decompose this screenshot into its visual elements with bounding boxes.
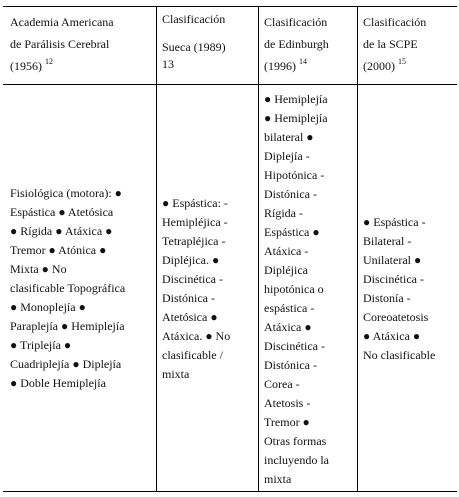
cell-line: ● Monoplejía ● — [10, 300, 86, 314]
header-line: Clasificación — [264, 15, 328, 29]
cell-line: Atetosis - — [264, 396, 311, 410]
cell-line: espástica - — [264, 301, 315, 315]
cell-line: Hemipléjica - — [162, 215, 228, 229]
header-line: Clasificación — [162, 12, 226, 26]
cell-line: ● Hemiplejía — [264, 111, 328, 125]
cell-line: Tremor ● — [264, 415, 310, 429]
column-divider-1 — [156, 6, 157, 492]
cell-line: Bilateral - — [363, 234, 412, 248]
cell-line: mixta — [264, 472, 292, 486]
header-year: (1996) — [264, 59, 299, 73]
cell-line: Distónica - — [162, 291, 215, 305]
classification-table — [3, 6, 457, 492]
header-line: de Edinburgh — [264, 37, 329, 51]
cell-line: Paraplejía ● Hemiplejía — [10, 319, 125, 333]
cell-line: Coreoatetosis — [363, 310, 429, 324]
cell-line: Discinética - — [264, 339, 325, 353]
header-line — [264, 55, 329, 77]
reference-number: 13 — [162, 57, 174, 71]
column-divider-2 — [258, 6, 259, 492]
cell-line: Espástica ● — [264, 225, 320, 239]
reference-number: 12 — [45, 57, 53, 66]
header-cell-scpe — [363, 11, 426, 77]
header-line: de la SCPE — [363, 37, 418, 51]
cell-line: clasificable / — [162, 348, 223, 362]
cell-line: ● Hemiplejía — [264, 92, 328, 106]
cell-line: Rígida - — [264, 206, 303, 220]
header-cell-aacp — [10, 11, 114, 77]
cell-line: Tremor ● Atónica ● — [10, 243, 107, 257]
body-cell-swedish — [162, 194, 230, 384]
cell-line: mixta — [162, 367, 190, 381]
cell-line: incluyendo la — [264, 453, 329, 467]
cell-line: Atáxica ● — [264, 320, 312, 334]
cell-line: ● Doble Hemiplejía — [10, 376, 106, 390]
reference-number: 15 — [398, 57, 406, 66]
cell-line: ● Atáxica ● — [363, 329, 421, 343]
cell-line: Tetrapléjica - — [162, 234, 226, 248]
cell-line: Distónica - — [264, 187, 317, 201]
header-line: Academia Americana — [10, 15, 114, 29]
cell-line: Discinética - — [162, 272, 223, 286]
cell-line: No clasificable — [363, 348, 436, 362]
column-divider-3 — [357, 6, 358, 492]
cell-line: Atáxica. ● No — [162, 329, 231, 343]
header-line: Clasificación — [363, 15, 427, 29]
cell-line: bilateral ● — [264, 130, 314, 144]
cell-line: ● Triplejía ● — [10, 338, 72, 352]
cell-line: clasificable Topográfica — [10, 281, 126, 295]
cell-line: Distónica - — [264, 358, 317, 372]
cell-line: Distonía - — [363, 291, 411, 305]
cell-line: Discinética - — [363, 272, 424, 286]
header-line: de Parálisis Cerebral — [10, 37, 110, 51]
cell-line: Cuadriplejía ● Diplejía — [10, 357, 122, 371]
cell-line: Atáxica - — [264, 244, 309, 258]
header-cell-edinburgh — [264, 11, 329, 77]
header-line — [363, 55, 426, 77]
header-line — [162, 58, 226, 70]
body-cell-aacp — [10, 184, 125, 393]
cell-line: Dipléjica. ● — [162, 253, 220, 267]
cell-line: Espástica ● Atetósica — [10, 205, 114, 219]
cell-line: Dipléjica — [264, 263, 308, 277]
cell-line: Otras formas — [264, 434, 327, 448]
header-year: (2000) — [363, 59, 398, 73]
cell-line: Atetósica ● — [162, 310, 218, 324]
table-bottom-rule — [3, 491, 457, 492]
cell-line: Hipotónica - — [264, 168, 325, 182]
header-line — [10, 55, 114, 77]
cell-line: ● Espástica: - — [162, 196, 228, 210]
header-bottom-rule — [3, 84, 457, 85]
header-line: Sueca (1989) — [162, 40, 226, 54]
reference-number: 14 — [299, 57, 307, 66]
cell-line: ● Espástica - — [363, 215, 426, 229]
header-cell-swedish — [162, 8, 226, 70]
body-cell-scpe — [363, 213, 435, 365]
table-top-rule — [3, 6, 457, 7]
body-cell-edinburgh — [264, 90, 329, 489]
cell-line: ● Rígida ● Atáxica ● — [10, 224, 113, 238]
cell-line: hipotónica o — [264, 282, 324, 296]
cell-line: Diplejía - — [264, 149, 310, 163]
cell-line: Corea - — [264, 377, 300, 391]
cell-line: Mixta ● No — [10, 262, 67, 276]
cell-line: Unilateral ● — [363, 253, 422, 267]
header-year: (1956) — [10, 59, 45, 73]
cell-line: Fisiológica (motora): ● — [10, 186, 122, 200]
